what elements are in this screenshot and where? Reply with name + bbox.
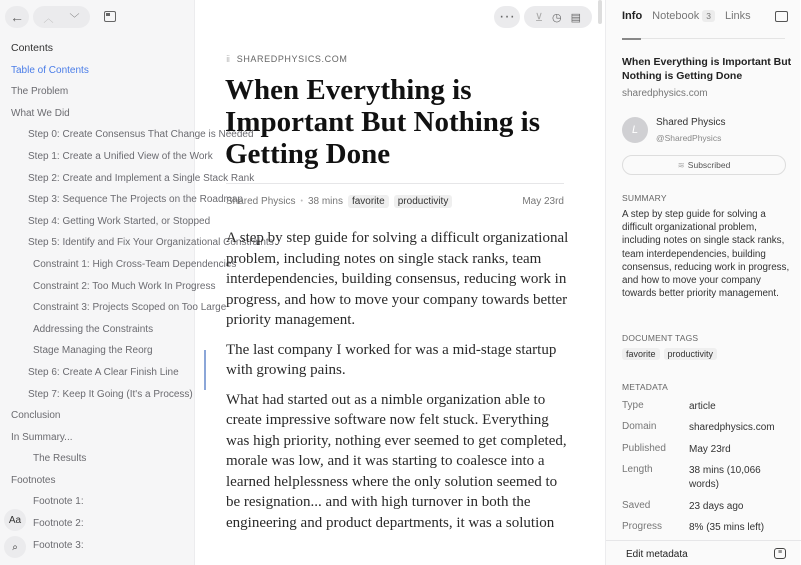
site-label bbox=[226, 54, 347, 65]
favicon-icon: ⅱ bbox=[226, 54, 231, 64]
document-tags bbox=[622, 348, 717, 360]
toc-item[interactable]: Step 3: Sequence The Projects on the Roadmap bbox=[28, 194, 243, 206]
toc-item[interactable]: Constraint 1: High Cross-Team Dependencies bbox=[33, 258, 237, 270]
divider bbox=[606, 540, 801, 541]
rss-icon: ≋ bbox=[677, 159, 685, 170]
site-name[interactable]: SHAREDPHYSICS.COM bbox=[236, 54, 348, 64]
toc-item[interactable]: Footnote 3: bbox=[33, 539, 84, 551]
metadata-row bbox=[622, 464, 789, 492]
metadata-key: Length bbox=[622, 464, 653, 475]
toggle-panel-icon[interactable] bbox=[775, 11, 788, 22]
panel-title: When Everything is Important But Nothing is Getting Done bbox=[622, 56, 792, 82]
tab-notebook[interactable] bbox=[652, 10, 715, 22]
tag[interactable]: productivity bbox=[664, 348, 718, 360]
metadata-row bbox=[622, 400, 789, 414]
read-time: 38 mins bbox=[307, 196, 343, 207]
subscribed-label: Subscribed bbox=[687, 160, 731, 170]
metadata-value: May 23rd bbox=[689, 444, 731, 455]
toc-item[interactable]: Constraint 2: Too Much Work In Progress bbox=[33, 280, 216, 292]
metadata-value: 23 days ago bbox=[689, 501, 744, 512]
metadata-row bbox=[622, 521, 789, 535]
toc-item[interactable]: Constraint 3: Projects Scoped on Too Large bbox=[33, 302, 227, 314]
toc-item[interactable]: What We Did bbox=[11, 107, 70, 119]
subscribed-button[interactable] bbox=[622, 155, 786, 175]
metadata-row bbox=[622, 421, 789, 435]
paragraph: The last company I worked for was a mid-stage startup with growing pains. bbox=[226, 341, 557, 378]
metadata-label: METADATA bbox=[622, 382, 668, 392]
toc-item[interactable]: In Summary... bbox=[11, 431, 73, 443]
font-settings-button[interactable]: Aa bbox=[4, 509, 26, 531]
metadata-value: 8% (35 mins left) bbox=[689, 522, 765, 533]
paragraph: What had started out as a nimble organization able to create impressive software now felt stuck. Everything was high priority, nothing ever seemed to get completed, morale was low, and it was starting to coalesce into a learned helplessness where the only solution seemed to be resignation... and with high turnover in both the engineering and product departments, it was a solution bbox=[226, 391, 567, 531]
document-tags-label: DOCUMENT TAGS bbox=[622, 333, 699, 343]
arrow-left-icon: ← bbox=[10, 9, 24, 25]
toc-item[interactable]: Step 0: Create Consensus That Change is Needed bbox=[28, 129, 254, 141]
panel-tabs bbox=[622, 10, 751, 22]
edit-metadata-button[interactable]: Edit metadata bbox=[626, 549, 688, 560]
toc-item[interactable]: Footnote 1: bbox=[33, 496, 84, 508]
chevron-down-icon[interactable]: ﹀ bbox=[69, 13, 80, 25]
chevron-up-icon[interactable]: ︿ bbox=[43, 13, 54, 25]
author[interactable]: Shared Physics bbox=[226, 196, 296, 207]
toc-item[interactable]: The Results bbox=[33, 453, 87, 465]
clock-icon[interactable]: ◷ bbox=[552, 11, 562, 24]
info-panel bbox=[605, 0, 800, 565]
metadata-key: Published bbox=[622, 443, 666, 454]
more-button[interactable]: ··· bbox=[494, 6, 520, 28]
article-meta bbox=[226, 195, 564, 208]
toc-item[interactable]: Stage Managing the Reorg bbox=[33, 345, 153, 357]
avatar: L bbox=[622, 117, 648, 143]
metadata-key: Progress bbox=[622, 521, 663, 532]
toc-item[interactable]: Table of Contents bbox=[11, 64, 89, 76]
tab-notebook-label: Notebook bbox=[652, 10, 700, 22]
reader bbox=[195, 0, 605, 565]
toc-item[interactable]: Step 2: Create and Implement a Single Stack Rank bbox=[28, 172, 255, 184]
toggle-sidebar-icon[interactable] bbox=[104, 11, 116, 22]
notebook-count-badge: 3 bbox=[702, 10, 715, 22]
archive-icon[interactable]: ▤ bbox=[570, 11, 582, 24]
edit-metadata-icon[interactable]: ≡ bbox=[774, 548, 786, 559]
tag[interactable]: productivity bbox=[394, 195, 453, 208]
tab-underline bbox=[622, 38, 785, 39]
metadata-value: article bbox=[689, 401, 716, 412]
summary-text: A step by step guide for solving a difficult organizational problem, including notes on single stack ranks, team interdependencies, building consensus, reducing work in progress, and how to move your company towards better priority management. bbox=[622, 209, 790, 300]
action-group bbox=[524, 6, 592, 28]
toc-item[interactable]: Footnotes bbox=[11, 474, 56, 486]
tag[interactable]: favorite bbox=[348, 195, 389, 208]
summary-label: SUMMARY bbox=[622, 193, 667, 203]
toc-item[interactable]: Step 4: Getting Work Started, or Stopped bbox=[28, 215, 211, 227]
toc-heading: Contents bbox=[11, 42, 54, 54]
metadata-key: Saved bbox=[622, 500, 651, 511]
toc-item[interactable]: Step 1: Create a Unified View of the Work bbox=[28, 150, 213, 162]
article-body bbox=[226, 228, 569, 542]
tab-info[interactable]: Info bbox=[622, 10, 643, 22]
highlight-marker[interactable] bbox=[204, 350, 206, 390]
search-icon[interactable]: ⌕ bbox=[4, 536, 26, 558]
inbox-icon[interactable]: ⊻ bbox=[534, 11, 544, 24]
author-handle: @SharedPhysics bbox=[656, 133, 722, 143]
toc-item[interactable]: Conclusion bbox=[11, 410, 61, 422]
toc-item[interactable]: Step 7: Keep It Going (It's a Process) bbox=[28, 388, 193, 400]
metadata-value: sharedphysics.com bbox=[689, 422, 775, 433]
panel-domain[interactable]: sharedphysics.com bbox=[622, 88, 708, 99]
metadata-key: Domain bbox=[622, 421, 657, 432]
metadata-row bbox=[622, 500, 789, 514]
scrollbar[interactable] bbox=[598, 0, 602, 24]
toc-item[interactable]: Footnote 2: bbox=[33, 518, 84, 530]
back-button[interactable] bbox=[5, 6, 29, 28]
author-name[interactable]: Shared Physics bbox=[656, 117, 726, 128]
metadata-key: Type bbox=[622, 400, 644, 411]
nav-updown bbox=[33, 6, 90, 28]
toc-item[interactable]: The Problem bbox=[11, 86, 69, 98]
paragraph: A step by step guide for solving a difficult organizational problem, including notes on single stack ranks, team interdependencies, building consensus, reducing work in progress, and how to move your company towards better priority management. bbox=[226, 230, 569, 328]
toc-item[interactable]: Step 6: Create A Clear Finish Line bbox=[28, 366, 179, 378]
divider bbox=[226, 183, 564, 184]
tag[interactable]: favorite bbox=[622, 348, 660, 360]
toc-item[interactable]: Step 5: Identify and Fix Your Organizational Constraints bbox=[28, 237, 274, 249]
publish-date: May 23rd bbox=[522, 196, 564, 207]
metadata-value: 38 mins (10,066 words) bbox=[689, 465, 761, 490]
separator: • bbox=[300, 198, 303, 205]
toc-item[interactable]: Addressing the Constraints bbox=[33, 323, 154, 335]
metadata-row bbox=[622, 443, 789, 457]
article-title: When Everything is Important But Nothing is Getting Done bbox=[225, 74, 541, 170]
tab-links[interactable]: Links bbox=[725, 10, 751, 22]
